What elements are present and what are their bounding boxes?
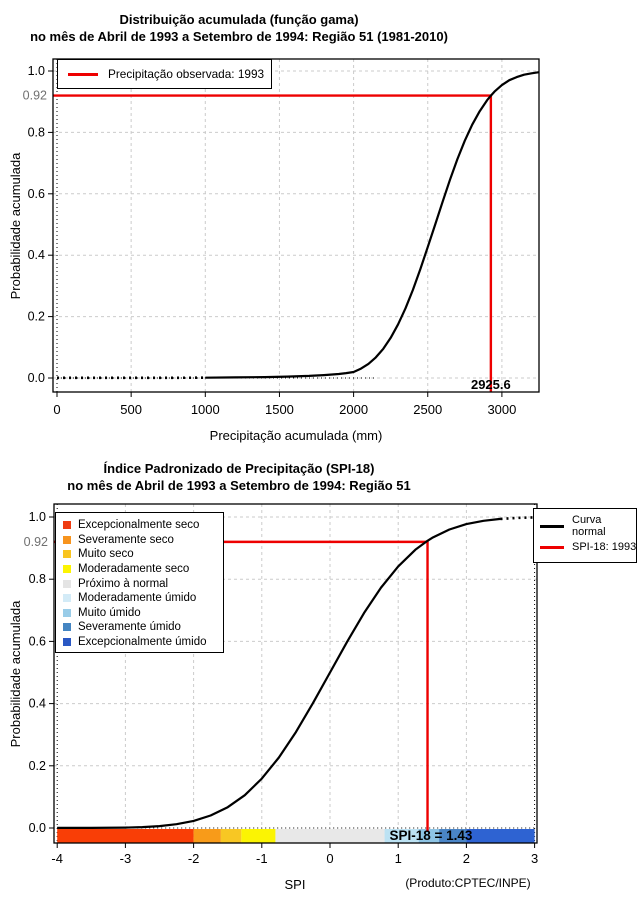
y-tick-label: 0.2 bbox=[28, 758, 46, 773]
top-chart-title-line2: no mês de Abril de 1993 a Setembro de 1994: Região 51 (1981-2010) bbox=[30, 29, 448, 44]
y-tick-label: 0.8 bbox=[28, 572, 46, 587]
y-tick-label: 0.4 bbox=[27, 248, 45, 263]
bottom-chart-x-axis-label: SPI bbox=[284, 877, 306, 892]
category-color-swatch-icon bbox=[63, 565, 71, 573]
red-line-sample-icon bbox=[540, 546, 564, 549]
x-tick-label: 0 bbox=[326, 851, 334, 866]
spi-bar-segment bbox=[194, 829, 221, 843]
category-color-swatch-icon bbox=[63, 594, 71, 602]
y-tick-label: 1.0 bbox=[27, 64, 45, 78]
top-chart-y-axis-label: Probabilidade acumulada bbox=[8, 152, 23, 300]
top-chart-x-axis-label: Precipitação acumulada (mm) bbox=[209, 428, 383, 443]
category-label: Excepcionalmente seco bbox=[78, 519, 200, 532]
curve-normal-label-line1: Curva bbox=[572, 514, 602, 526]
bottom-chart-title-line1: Índice Padronizado de Precipitação (SPI-18) bbox=[103, 461, 375, 476]
product-credit: (Produto:CPTEC/INPE) bbox=[405, 876, 531, 890]
chart-precipitation-cdf bbox=[23, 59, 539, 417]
category-color-swatch-icon bbox=[63, 638, 71, 646]
y-tick-label: 0.0 bbox=[27, 371, 45, 385]
x-tick-label: -4 bbox=[51, 851, 63, 866]
x-tick-label: 0 bbox=[53, 402, 61, 417]
x-tick-label: -2 bbox=[187, 851, 200, 866]
category-color-swatch-icon bbox=[63, 536, 71, 544]
x-tick-label: 500 bbox=[120, 402, 143, 417]
spi-1993-label: SPI-18: 1993 bbox=[572, 541, 637, 553]
x-tick-label: -1 bbox=[256, 851, 268, 866]
black-line-sample-icon bbox=[540, 525, 564, 528]
legend-item bbox=[63, 562, 223, 577]
y-tick-label: 0.4 bbox=[28, 696, 46, 711]
spi-categories-legend bbox=[55, 512, 224, 653]
observed-value-marker-lines bbox=[53, 96, 491, 392]
spi-bar-segment bbox=[57, 829, 193, 843]
axes bbox=[28, 64, 517, 417]
category-color-swatch-icon bbox=[63, 580, 71, 588]
legend-item bbox=[63, 576, 223, 591]
y-tick-label: 0.6 bbox=[28, 634, 46, 649]
category-label: Severamente úmido bbox=[78, 621, 181, 634]
top-chart-title-line1: Distribuição acumulada (função gama) bbox=[119, 12, 359, 27]
legend-row-normal-curve bbox=[540, 514, 636, 538]
legend-item bbox=[63, 518, 223, 533]
red-line-sample-icon bbox=[68, 73, 98, 76]
category-label: Moderadamente seco bbox=[78, 563, 190, 576]
precipitation-value-label: 2925.6 bbox=[470, 377, 511, 392]
legend-item bbox=[63, 620, 223, 635]
category-color-swatch-icon bbox=[63, 609, 71, 617]
x-tick-label: 2500 bbox=[413, 402, 443, 417]
top-chart-legend bbox=[57, 59, 272, 89]
probability-marker-label: 0.92 bbox=[23, 534, 48, 549]
cdf-curve bbox=[205, 72, 539, 378]
spi-bar-segment bbox=[241, 829, 275, 843]
y-tick-label: 0.6 bbox=[27, 186, 45, 201]
bottom-chart-title bbox=[0, 460, 478, 494]
y-tick-label: 0.8 bbox=[27, 125, 45, 140]
category-label: Moderadamente úmido bbox=[78, 592, 197, 605]
bottom-chart-y-axis-label: Probabilidade acumulada bbox=[8, 600, 23, 748]
category-color-swatch-icon bbox=[63, 550, 71, 558]
legend-item bbox=[63, 635, 223, 650]
x-tick-label: 3 bbox=[530, 851, 539, 866]
y-tick-label: 1.0 bbox=[28, 510, 46, 524]
x-tick-label: 2 bbox=[462, 851, 471, 866]
spi-bar-segment bbox=[275, 829, 384, 843]
top-chart-title bbox=[0, 11, 478, 45]
bottom-chart-curves-legend bbox=[533, 508, 637, 563]
spi-value-label: SPI-18 = 1.43 bbox=[389, 828, 473, 843]
category-color-swatch-icon bbox=[63, 623, 71, 631]
legend-row-spi-1993 bbox=[540, 541, 636, 553]
x-tick-label: 3000 bbox=[487, 402, 517, 417]
legend-item bbox=[63, 547, 223, 562]
category-label: Muito úmido bbox=[78, 606, 141, 619]
category-label: Severamente seco bbox=[78, 533, 174, 546]
curve-normal-label-line2: normal bbox=[572, 526, 606, 538]
x-tick-label: 1 bbox=[394, 851, 402, 866]
plot-box bbox=[53, 59, 539, 392]
gridlines bbox=[53, 59, 539, 392]
spi-bar-segment bbox=[466, 829, 534, 843]
cdf-curve bbox=[501, 517, 535, 519]
x-tick-label: -3 bbox=[119, 851, 132, 866]
spi-bar-segment bbox=[221, 829, 241, 843]
category-label: Próximo à normal bbox=[78, 577, 169, 590]
y-tick-label: 0.2 bbox=[27, 309, 45, 324]
top-chart-legend-label: Precipitação observada: 1993 bbox=[108, 67, 265, 81]
legend-item bbox=[63, 606, 223, 621]
legend-item bbox=[63, 591, 223, 606]
x-tick-label: 1500 bbox=[264, 402, 294, 417]
category-label: Excepcionalmente úmido bbox=[78, 636, 207, 649]
probability-marker-label: 0.92 bbox=[22, 88, 47, 103]
y-tick-label: 0.0 bbox=[28, 821, 46, 835]
legend-item bbox=[63, 533, 223, 548]
bottom-chart-title-line2: no mês de Abril de 1993 a Setembro de 1994: Região 51 bbox=[67, 478, 411, 493]
x-tick-label: 2000 bbox=[339, 402, 369, 417]
category-color-swatch-icon bbox=[63, 521, 71, 529]
category-label: Muito seco bbox=[78, 548, 134, 561]
x-tick-label: 1000 bbox=[190, 402, 220, 417]
